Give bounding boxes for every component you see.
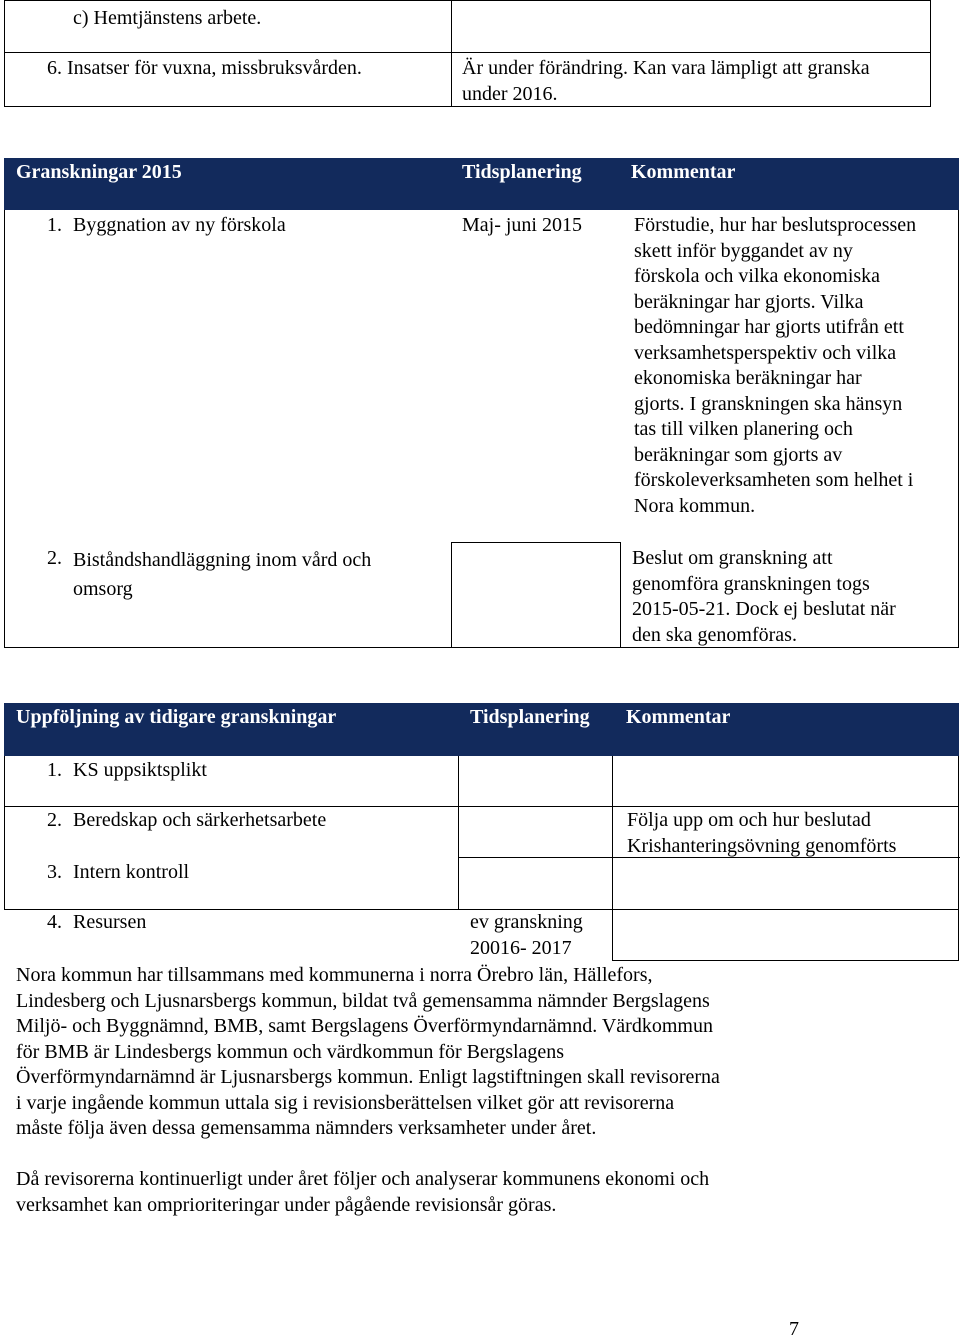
paragraph-line: för BMB är Lindesbergs kommun och värdkommun för Bergslagens (16, 1040, 565, 1063)
row-number: 1. (47, 214, 62, 236)
page-number: 7 (789, 1318, 799, 1340)
comment-line: bedömningar har gjorts utifrån ett (634, 316, 904, 338)
row-title: Byggnation av ny förskola (73, 214, 286, 236)
comment-line: 2015-05-21. Dock ej beslutat när (632, 598, 896, 620)
row-number: 1. (47, 759, 62, 781)
granskningar-row-divider (451, 542, 621, 543)
row-title: KS uppsiktsplikt (73, 759, 207, 781)
uppfoljning-line (612, 756, 613, 961)
comment-line: ekonomiska beräkningar har (634, 367, 862, 389)
comment-line: Beslut om granskning att (632, 547, 833, 569)
uppfoljning-header (4, 703, 959, 756)
comment-line: verksamhetsperspektiv och vilka (634, 341, 897, 364)
paragraph-line: Lindesberg och Ljusnarsbergs kommun, bildat två gemensamma nämnder Bergslagens (16, 989, 710, 1012)
uppfoljning-line (4, 756, 5, 910)
row-title: Intern kontroll (73, 861, 190, 883)
comment-line: beräkningar som gjorts av (634, 443, 843, 466)
row-kommentar (634, 213, 916, 519)
top-row-c-label: c) Hemtjänstens arbete. (73, 7, 262, 29)
top-row-6-label: 6. Insatser för vuxna, missbruksvården. (47, 57, 362, 79)
tid-line: ev granskning (470, 911, 583, 933)
header-kommentar: Kommentar (626, 706, 731, 728)
row-kommentar (632, 546, 896, 648)
comment-line: Nora kommun. (634, 494, 756, 517)
comment-line: Följa upp om och hur beslutad (627, 809, 871, 831)
comment-line: gjorts. I granskningen ska hänsyn (634, 392, 903, 415)
row-number: 2. (47, 809, 62, 831)
title-line: omsorg (73, 578, 133, 600)
granskningar-col-divider-1 (451, 542, 452, 648)
header-tidsplanering: Tidsplanering (470, 706, 590, 728)
row-title: Resursen (73, 911, 147, 933)
paragraph (16, 1167, 709, 1218)
comment-line: förskola och vilka ekonomiska (634, 265, 881, 287)
granskningar-header (4, 158, 959, 210)
uppfoljning-line (612, 960, 959, 961)
paragraph-line: måste följa även dessa gemensamma nämnders verksamheter under året. (16, 1117, 597, 1139)
row-number: 4. (47, 911, 62, 933)
uppfoljning-line (958, 756, 959, 961)
header-uppfoljning: Uppföljning av tidigare granskningar (16, 706, 337, 728)
comment-line: genomföra granskningen togs (632, 572, 870, 595)
paragraph-line: Nora kommun har tillsammans med kommunerna i norra Örebro län, Hällefors, (16, 964, 653, 986)
row-kommentar (627, 808, 896, 859)
uppfoljning-line (458, 756, 459, 910)
granskningar-col-divider-2 (620, 542, 621, 648)
comment-line: skett inför byggandet av ny (634, 239, 853, 262)
row-number: 2. (47, 547, 62, 569)
paragraph-line: verksamhet kan omprioriteringar under pågående revisionsår göras. (16, 1193, 557, 1216)
comment-line: förskoleverksamheten som helhet i (634, 469, 914, 491)
row-tidsplanering: Maj- juni 2015 (462, 214, 582, 236)
header-kommentar: Kommentar (631, 161, 736, 183)
paragraph-line: i varje ingående kommun uttala sig i revisionsberättelsen vilket gör att revisorerna (16, 1091, 675, 1114)
title-line: Biståndshandläggning inom vård och (73, 549, 372, 571)
top-table-col-divider (451, 0, 452, 107)
comment-line: Förstudie, hur har beslutsprocessen (634, 214, 917, 236)
header-tidsplanering: Tidsplanering (462, 161, 582, 183)
row-tidsplanering (470, 910, 583, 961)
comment-line: Är under förändring. Kan vara lämpligt att granska (462, 57, 870, 79)
comment-line: den ska genomföras. (632, 623, 797, 646)
row-title (73, 546, 371, 604)
paragraph-line: Överförmyndarnämnd är Ljusnarsbergs kommun. Enligt lagstiftningen skall revisorerna (16, 1066, 720, 1088)
comment-line: beräkningar har gjorts. Vilka (634, 290, 864, 313)
top-row-6-comment (462, 56, 870, 107)
tid-line: 20016- 2017 (470, 936, 572, 959)
header-granskningar-2015: Granskningar 2015 (16, 161, 182, 183)
row-number: 3. (47, 861, 62, 883)
comment-line: tas till vilken planering och (634, 418, 853, 440)
comment-line: under 2016. (462, 82, 558, 105)
paragraph-line: Miljö- och Byggnämnd, BMB, samt Bergslagens Överförmyndarnämnd. Värdkommun (16, 1015, 713, 1037)
row-title: Beredskap och särkerhetsarbete (73, 809, 327, 831)
paragraph (16, 963, 720, 1142)
paragraph-line: Då revisorerna kontinuerligt under året följer och analyserar kommunens ekonomi och (16, 1168, 710, 1190)
uppfoljning-line (4, 806, 959, 807)
top-table-row-divider (4, 52, 931, 53)
comment-line: Krishanteringsövning genomförts (627, 834, 897, 857)
